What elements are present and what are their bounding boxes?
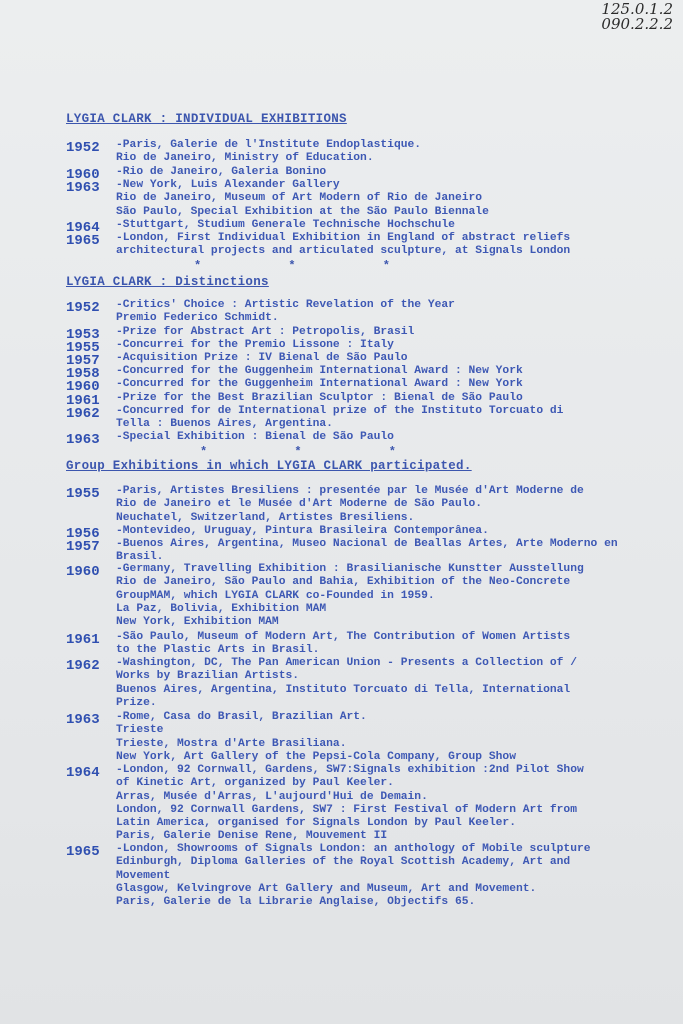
entry-line: -Germany, Travelling Exhibition : Brasilianische Kunstter Ausstellung bbox=[116, 563, 584, 575]
entry-line: Edinburgh, Diploma Galleries of the Royal Scottish Academy, Art and bbox=[116, 856, 571, 869]
entry-line: Premio Federico Schmidt. bbox=[116, 312, 279, 325]
entry-line: -Rio de Janeiro, Galeria Bonino bbox=[116, 166, 327, 178]
entry-year: 1960 bbox=[66, 167, 100, 183]
entry-line: Trieste bbox=[116, 724, 164, 737]
entry-line: Rio de Janeiro et le Musée d'Art Moderne de São Paulo. bbox=[116, 498, 483, 511]
entry-year: 1952 bbox=[66, 300, 100, 316]
entry-line: Rio de Janeiro, São Paulo and Bahia, Exhibition of the Neo-Concrete bbox=[116, 576, 571, 589]
entry-line: -Special Exhibition : Bienal de São Paulo bbox=[116, 431, 394, 443]
entry-line: La Paz, Bolivia, Exhibition MAM bbox=[116, 602, 327, 615]
entry-line: -Montevideo, Uruguay, Pintura Brasileira Contemporânea. bbox=[116, 525, 489, 537]
entry-line: to the Plastic Arts in Brasil. bbox=[116, 644, 320, 657]
entry-line: São Paulo, Special Exhibition at the São Paulo Biennale bbox=[116, 205, 489, 218]
entry-line: -Prize for the Best Brazilian Sculptor : Bienal de São Paulo bbox=[116, 392, 523, 404]
heading-group-exhibitions: Group Exhibitions in which LYGIA CLARK participated. bbox=[66, 459, 472, 473]
entry-line: of Kinetic Art, organized by Paul Keeler. bbox=[116, 777, 394, 790]
entry-line: -Acquisition Prize : IV Bienal de São Paulo bbox=[116, 352, 408, 364]
entry-line: -Washington, DC, The Pan American Union - Presents a Collection of / bbox=[116, 657, 577, 669]
entry-year: 1960 bbox=[66, 379, 100, 395]
entry-line: -London, 92 Cornwall, Gardens, SW7:Signals exhibition :2nd Pilot Show bbox=[116, 764, 584, 776]
entry-line: New York, Exhibition MAM bbox=[116, 616, 279, 629]
entry-line: Latin America, organised for Signals London by Paul Keeler. bbox=[116, 817, 516, 830]
entry-year: 1963 bbox=[66, 712, 100, 728]
entry-line: architectural projects and articulated sculpture, at Signals London bbox=[116, 245, 571, 258]
entry-line: Neuchatel, Switzerland, Artistes Bresiliens. bbox=[116, 511, 415, 524]
entry-year: 1953 bbox=[66, 327, 100, 343]
archive-ref-line-2: 090.2.2.2 bbox=[601, 15, 673, 33]
entry-line: Works by Brazilian Artists. bbox=[116, 670, 300, 683]
entry-line: Tella : Buenos Aires, Argentina. bbox=[116, 418, 333, 431]
entry-line: -New York, Luis Alexander Gallery bbox=[116, 179, 340, 191]
archive-reference bbox=[601, 2, 673, 32]
entry-year: 1955 bbox=[66, 340, 100, 356]
entry-line: Rio de Janeiro, Ministry of Education. bbox=[116, 152, 374, 165]
entry-line: -Concurrei for the Premio Lissone : Italy bbox=[116, 339, 394, 351]
entry-line: Glasgow, Kelvingrove Art Gallery and Museum, Art and Movement. bbox=[116, 882, 537, 895]
entry-line: -Concurred for de International prize of the Instituto Torcuato di bbox=[116, 405, 564, 417]
entry-line: -Critics' Choice : Artistic Revelation of the Year bbox=[116, 299, 455, 311]
entry-line: Trieste, Mostra d'Arte Brasiliana. bbox=[116, 737, 347, 750]
entry-year: 1961 bbox=[66, 393, 100, 409]
entry-line: GroupMAM, which LYGIA CLARK co-Founded in 1959. bbox=[116, 589, 435, 602]
section-separator-stars: * * * bbox=[200, 445, 437, 459]
archive-ref-line-1: 125.0.1.2 bbox=[601, 0, 673, 18]
entry-line: New York, Art Gallery of the Pepsi-Cola Company, Group Show bbox=[116, 750, 516, 763]
entry-year: 1963 bbox=[66, 432, 100, 448]
entry-year: 1956 bbox=[66, 526, 100, 542]
entry-line: -London, First Individual Exhibition in England of abstract reliefs bbox=[116, 232, 571, 244]
entry-year: 1962 bbox=[66, 658, 100, 674]
entry-year: 1963 bbox=[66, 180, 100, 196]
entry-line: -Concurred for the Guggenheim International Award : New York bbox=[116, 378, 523, 390]
entry-year: 1962 bbox=[66, 406, 100, 422]
entry-year: 1964 bbox=[66, 220, 100, 236]
entry-year: 1960 bbox=[66, 564, 100, 580]
entry-line: Paris, Galerie Denise Rene, Mouvement II bbox=[116, 830, 388, 843]
entry-line: -Buenos Aires, Argentina, Museo Nacional de Beallas Artes, Arte Moderno en Brasil. bbox=[116, 538, 618, 564]
entry-line: Movement bbox=[116, 869, 171, 882]
heading-distinctions: LYGIA CLARK : Distinctions bbox=[66, 275, 269, 289]
entry-line: Rio de Janeiro, Museum of Art Modern of Rio de Janeiro bbox=[116, 192, 483, 205]
entry-year: 1965 bbox=[66, 844, 100, 860]
heading-individual-exhibitions: LYGIA CLARK : INDIVIDUAL EXHIBITIONS bbox=[66, 112, 347, 126]
entry-line: -Stuttgart, Studium Generale Technische Hochschule bbox=[116, 219, 455, 231]
entry-year: 1957 bbox=[66, 539, 100, 555]
entry-line: -London, Showrooms of Signals London: an anthology of Mobile sculpture bbox=[116, 843, 591, 855]
entry-year: 1957 bbox=[66, 353, 100, 369]
entry-line: -Paris, Artistes Bresiliens : presentée par le Musée d'Art Moderne de bbox=[116, 485, 584, 497]
entry-line: Paris, Galerie de la Librarie Anglaise, Objectifs 65. bbox=[116, 896, 476, 909]
entry-year: 1958 bbox=[66, 366, 100, 382]
entry-year: 1961 bbox=[66, 632, 100, 648]
entry-line: -Concurred for the Guggenheim International Award : New York bbox=[116, 365, 523, 377]
entry-line: Prize. bbox=[116, 696, 157, 709]
entry-line: London, 92 Cornwall Gardens, SW7 : First Festival of Modern Art from bbox=[116, 803, 577, 816]
entry-line: -São Paulo, Museum of Modern Art, The Contribution of Women Artists bbox=[116, 631, 571, 643]
entry-line: Buenos Aires, Argentina, Instituto Torcuato di Tella, International bbox=[116, 683, 571, 696]
entry-line: -Paris, Galerie de l'Institute Endoplastique. bbox=[116, 139, 422, 151]
entry-year: 1952 bbox=[66, 140, 100, 156]
entry-line: -Prize for Abstract Art : Petropolis, Brasil bbox=[116, 326, 415, 338]
entry-line: -Rome, Casa do Brasil, Brazilian Art. bbox=[116, 711, 367, 723]
entry-year: 1965 bbox=[66, 233, 100, 249]
entry-year: 1964 bbox=[66, 765, 100, 781]
entry-year: 1955 bbox=[66, 486, 100, 502]
section-separator-stars: * * * bbox=[194, 259, 431, 273]
entry-line: Arras, Musée d'Arras, L'aujourd'Hui de Demain. bbox=[116, 790, 428, 803]
